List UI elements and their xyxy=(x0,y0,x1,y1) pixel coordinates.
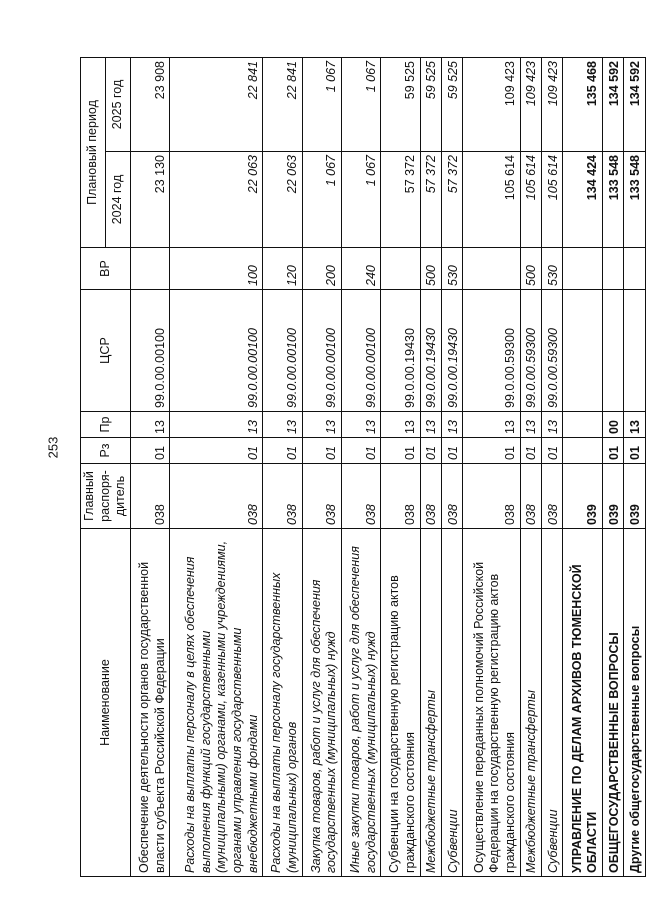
cell-rz: 01 xyxy=(463,438,520,464)
cell-name: Субвенции xyxy=(442,529,463,877)
cell-y2024: 22 063 xyxy=(263,152,302,248)
cell-csr xyxy=(602,290,623,412)
cell-rz: 01 xyxy=(130,438,169,464)
cell-y2025: 59 525 xyxy=(420,57,441,151)
cell-vr xyxy=(624,248,645,290)
cell-vr: 500 xyxy=(520,248,541,290)
cell-y2024: 134 424 xyxy=(563,152,602,248)
cell-name: УПРАВЛЕНИЕ ПО ДЕЛАМ АРХИВОВ ТЮМЕНСКОЙ ОБЛАСТИ xyxy=(563,529,602,877)
header-csr: ЦСР xyxy=(81,290,131,412)
table-row xyxy=(342,57,381,876)
cell-y2024: 133 548 xyxy=(624,152,645,248)
header-row-1 xyxy=(81,57,106,876)
cell-csr: 99.0.00.00100 xyxy=(263,290,302,412)
cell-name: Другие общегосударственные вопросы xyxy=(624,529,645,877)
cell-pr: 13 xyxy=(342,412,381,438)
cell-admin: 039 xyxy=(563,464,602,529)
cell-rz: 01 xyxy=(542,438,563,464)
table-row xyxy=(381,57,420,876)
cell-vr: 120 xyxy=(263,248,302,290)
cell-csr xyxy=(563,290,602,412)
cell-name: ОБЩЕГОСУДАРСТВЕННЫЕ ВОПРОСЫ xyxy=(602,529,623,877)
cell-y2025: 23 908 xyxy=(130,57,169,151)
cell-csr: 99.0.00.19430 xyxy=(442,290,463,412)
cell-pr: 13 xyxy=(381,412,420,438)
cell-pr: 13 xyxy=(130,412,169,438)
cell-rz: 01 xyxy=(381,438,420,464)
cell-y2024: 57 372 xyxy=(442,152,463,248)
cell-pr: 13 xyxy=(624,412,645,438)
cell-admin: 038 xyxy=(442,464,463,529)
cell-y2025: 59 525 xyxy=(442,57,463,151)
cell-vr xyxy=(130,248,169,290)
table-row xyxy=(442,57,463,876)
cell-y2024: 105 614 xyxy=(520,152,541,248)
cell-y2024: 105 614 xyxy=(463,152,520,248)
cell-csr: 99.0.00.59300 xyxy=(463,290,520,412)
cell-pr: 13 xyxy=(442,412,463,438)
cell-y2025: 59 525 xyxy=(381,57,420,151)
header-rz: Рз xyxy=(81,438,131,464)
cell-csr: 99.0.00.19430 xyxy=(381,290,420,412)
cell-vr: 240 xyxy=(342,248,381,290)
cell-csr: 99.0.00.59300 xyxy=(542,290,563,412)
cell-pr: 13 xyxy=(302,412,341,438)
cell-rz: 01 xyxy=(624,438,645,464)
header-name: Наименование xyxy=(81,529,131,877)
cell-name: Расходы на выплаты персоналу государственных (муниципальных) органов xyxy=(263,529,302,877)
cell-rz: 01 xyxy=(602,438,623,464)
cell-name: Осуществление переданных полномочий Российской Федерации на государственную регистрацию актов гражданского состояния xyxy=(463,529,520,877)
cell-y2025: 134 592 xyxy=(624,57,645,151)
cell-admin: 038 xyxy=(263,464,302,529)
table-row xyxy=(542,57,563,876)
cell-pr: 13 xyxy=(542,412,563,438)
cell-admin: 038 xyxy=(463,464,520,529)
cell-name: Межбюджетные трансферты xyxy=(420,529,441,877)
cell-rz: 01 xyxy=(442,438,463,464)
cell-vr xyxy=(463,248,520,290)
cell-name: Закупка товаров, работ и услуг для обеспечения государственных (муниципальных) нужд xyxy=(302,529,341,877)
cell-admin: 038 xyxy=(542,464,563,529)
cell-csr: 99.0.00.19430 xyxy=(420,290,441,412)
cell-admin: 038 xyxy=(130,464,169,529)
cell-y2025: 134 592 xyxy=(602,57,623,151)
cell-vr xyxy=(563,248,602,290)
cell-name: Обеспечение деятельности органов государственной власти субъекта Российской Федерации xyxy=(130,529,169,877)
header-2025: 2025 год xyxy=(105,57,130,151)
cell-csr: 99.0.00.00100 xyxy=(170,290,263,412)
table-row xyxy=(420,57,441,876)
cell-y2025: 22 841 xyxy=(263,57,302,151)
cell-y2025: 135 468 xyxy=(563,57,602,151)
cell-admin: 038 xyxy=(381,464,420,529)
cell-y2024: 133 548 xyxy=(602,152,623,248)
cell-csr: 99.0.00.00100 xyxy=(342,290,381,412)
cell-name: Расходы на выплаты персоналу в целях обеспечения выполнения функций государственными (муниципальными) органами, казенными учреждениями, органами управления государственными внебюджетными фондами xyxy=(170,529,263,877)
table-row xyxy=(520,57,541,876)
cell-pr: 13 xyxy=(520,412,541,438)
cell-rz: 01 xyxy=(302,438,341,464)
cell-rz: 01 xyxy=(520,438,541,464)
cell-rz: 01 xyxy=(263,438,302,464)
table-row xyxy=(170,57,263,876)
page-number: 253 xyxy=(45,436,61,459)
cell-pr: 13 xyxy=(420,412,441,438)
cell-csr: 99.0.00.00100 xyxy=(302,290,341,412)
cell-name: Субвенции xyxy=(542,529,563,877)
cell-rz: 01 xyxy=(420,438,441,464)
cell-name: Иные закупки товаров, работ и услуг для обеспечения государственных (муниципальных) нужд xyxy=(342,529,381,877)
cell-y2025: 1 067 xyxy=(302,57,341,151)
table-row xyxy=(624,57,645,876)
cell-rz: 01 xyxy=(170,438,263,464)
cell-pr: 13 xyxy=(263,412,302,438)
budget-table-rotated xyxy=(80,58,642,877)
cell-vr: 530 xyxy=(442,248,463,290)
cell-csr: 99.0.00.59300 xyxy=(520,290,541,412)
cell-rz xyxy=(563,438,602,464)
cell-vr: 100 xyxy=(170,248,263,290)
table-row xyxy=(602,57,623,876)
cell-y2025: 109 423 xyxy=(542,57,563,151)
cell-vr xyxy=(381,248,420,290)
cell-y2024: 22 063 xyxy=(170,152,263,248)
cell-rz: 01 xyxy=(342,438,381,464)
cell-y2024: 57 372 xyxy=(381,152,420,248)
budget-table xyxy=(80,57,646,877)
cell-y2024: 1 067 xyxy=(302,152,341,248)
cell-pr: 13 xyxy=(463,412,520,438)
header-pr: Пр xyxy=(81,412,131,438)
cell-vr: 500 xyxy=(420,248,441,290)
cell-admin: 038 xyxy=(520,464,541,529)
cell-admin: 038 xyxy=(170,464,263,529)
header-2024: 2024 год xyxy=(105,152,130,248)
header-vr: ВР xyxy=(81,248,131,290)
cell-y2025: 109 423 xyxy=(463,57,520,151)
cell-csr: 99.0.00.00100 xyxy=(130,290,169,412)
cell-admin: 038 xyxy=(302,464,341,529)
table-row xyxy=(130,57,169,876)
cell-pr xyxy=(563,412,602,438)
cell-y2025: 22 841 xyxy=(170,57,263,151)
cell-vr xyxy=(602,248,623,290)
table-row xyxy=(263,57,302,876)
cell-y2024: 105 614 xyxy=(542,152,563,248)
cell-y2024: 1 067 xyxy=(342,152,381,248)
table-row xyxy=(563,57,602,876)
cell-csr xyxy=(624,290,645,412)
cell-y2024: 57 372 xyxy=(420,152,441,248)
cell-pr: 13 xyxy=(170,412,263,438)
cell-admin: 038 xyxy=(342,464,381,529)
cell-pr: 00 xyxy=(602,412,623,438)
cell-admin: 039 xyxy=(602,464,623,529)
cell-name: Субвенции на государственную регистрацию актов гражданского состояния xyxy=(381,529,420,877)
cell-admin: 038 xyxy=(420,464,441,529)
cell-y2025: 1 067 xyxy=(342,57,381,151)
table-row xyxy=(463,57,520,876)
cell-y2025: 109 423 xyxy=(520,57,541,151)
table-row xyxy=(302,57,341,876)
header-admin: Главный распоря-дитель xyxy=(81,464,131,529)
table-body xyxy=(130,57,645,876)
header-planned: Плановый период xyxy=(81,57,106,247)
cell-y2024: 23 130 xyxy=(130,152,169,248)
cell-name: Межбюджетные трансферты xyxy=(520,529,541,877)
cell-admin: 039 xyxy=(624,464,645,529)
cell-vr: 530 xyxy=(542,248,563,290)
cell-vr: 200 xyxy=(302,248,341,290)
